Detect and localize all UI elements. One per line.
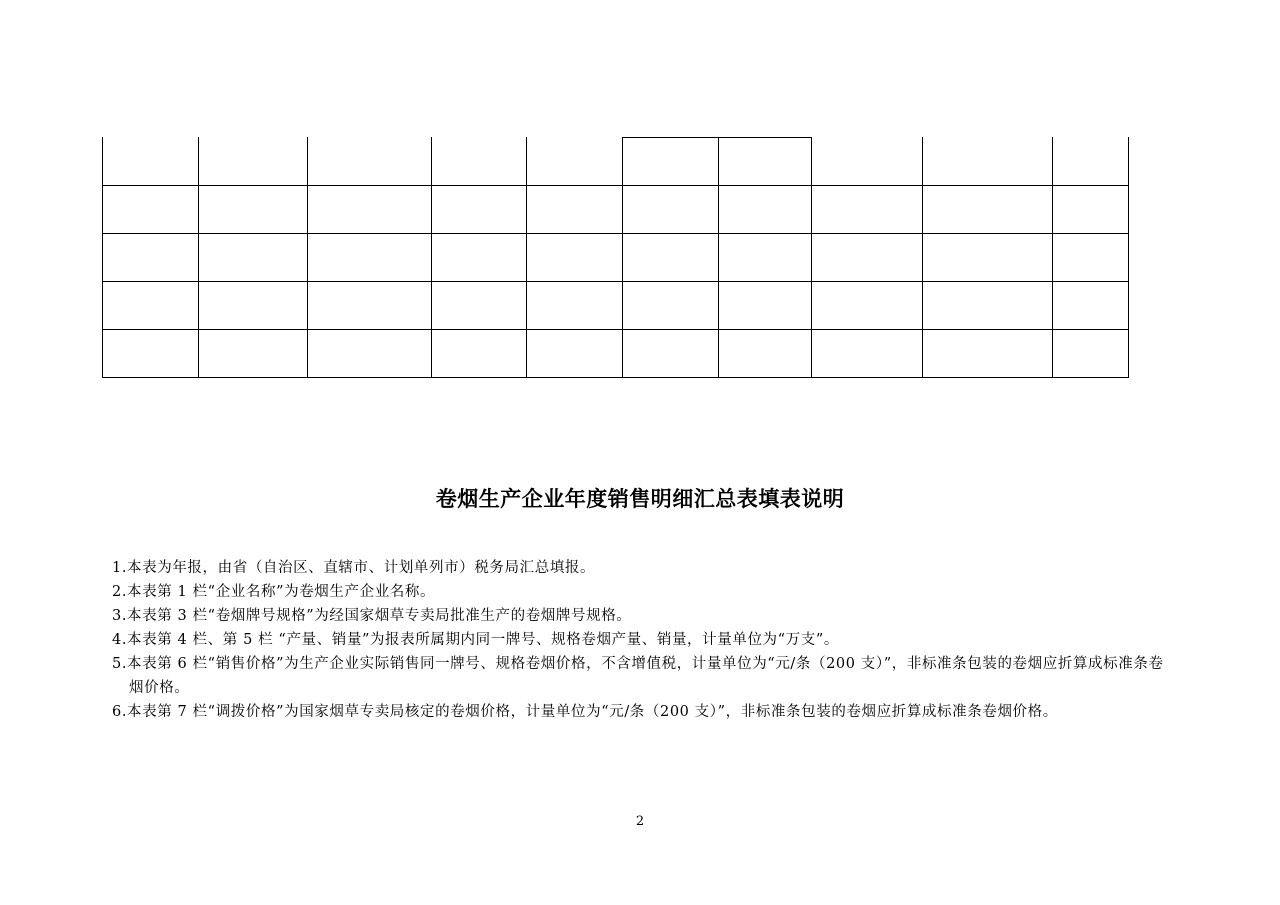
table-row-line [102, 233, 1129, 234]
table-column-line [811, 137, 812, 378]
table-column-line [622, 137, 623, 378]
instructions-list [112, 556, 1172, 724]
table-column-line [718, 137, 719, 378]
instruction-item: 5.本表第 6 栏“销售价格”为生产企业实际销售同一牌号、规格卷烟价格，不含增值税，计量单位为“元/条（200 支）”，非标准条包装的卷烟应折算成标准条卷烟价格。 [112, 656, 1164, 696]
table-row-line [102, 329, 1129, 330]
table-column-line [198, 137, 199, 378]
instruction-item: 2.本表第 1 栏“企业名称”为卷烟生产企业名称。 [112, 584, 436, 600]
table-column-line [526, 137, 527, 378]
table-column-line [431, 137, 432, 378]
table-column-line [102, 137, 103, 378]
table-column-line [922, 137, 923, 378]
table-row-line [102, 377, 1129, 378]
table-column-line [1052, 137, 1053, 378]
instruction-item: 3.本表第 3 栏“卷烟牌号规格”为经国家烟草专卖局批准生产的卷烟牌号规格。 [112, 608, 632, 624]
instructions-title: 卷烟生产企业年度销售明细汇总表填表说明 [435, 486, 845, 511]
table-top-line [622, 137, 812, 138]
instruction-item: 6.本表第 7 栏“调拨价格”为国家烟草专卖局核定的卷烟价格，计量单位为“元/条（200 支）”，非标准条包装的卷烟应折算成标准条卷烟价格。 [112, 704, 1058, 720]
table-column-line [1128, 137, 1129, 378]
page-number: 2 [635, 814, 645, 829]
instruction-item: 1.本表为年报，由省（自治区、直辖市、计划单列市）税务局汇总填报。 [112, 560, 596, 576]
table-column-line [307, 137, 308, 378]
table-row-line [102, 281, 1129, 282]
table-row-line [102, 185, 1129, 186]
instruction-item: 4.本表第 4 栏、第 5 栏 “产量、销量”为报表所属期内同一牌号、规格卷烟产量、销量，计量单位为“万支”。 [112, 632, 839, 648]
